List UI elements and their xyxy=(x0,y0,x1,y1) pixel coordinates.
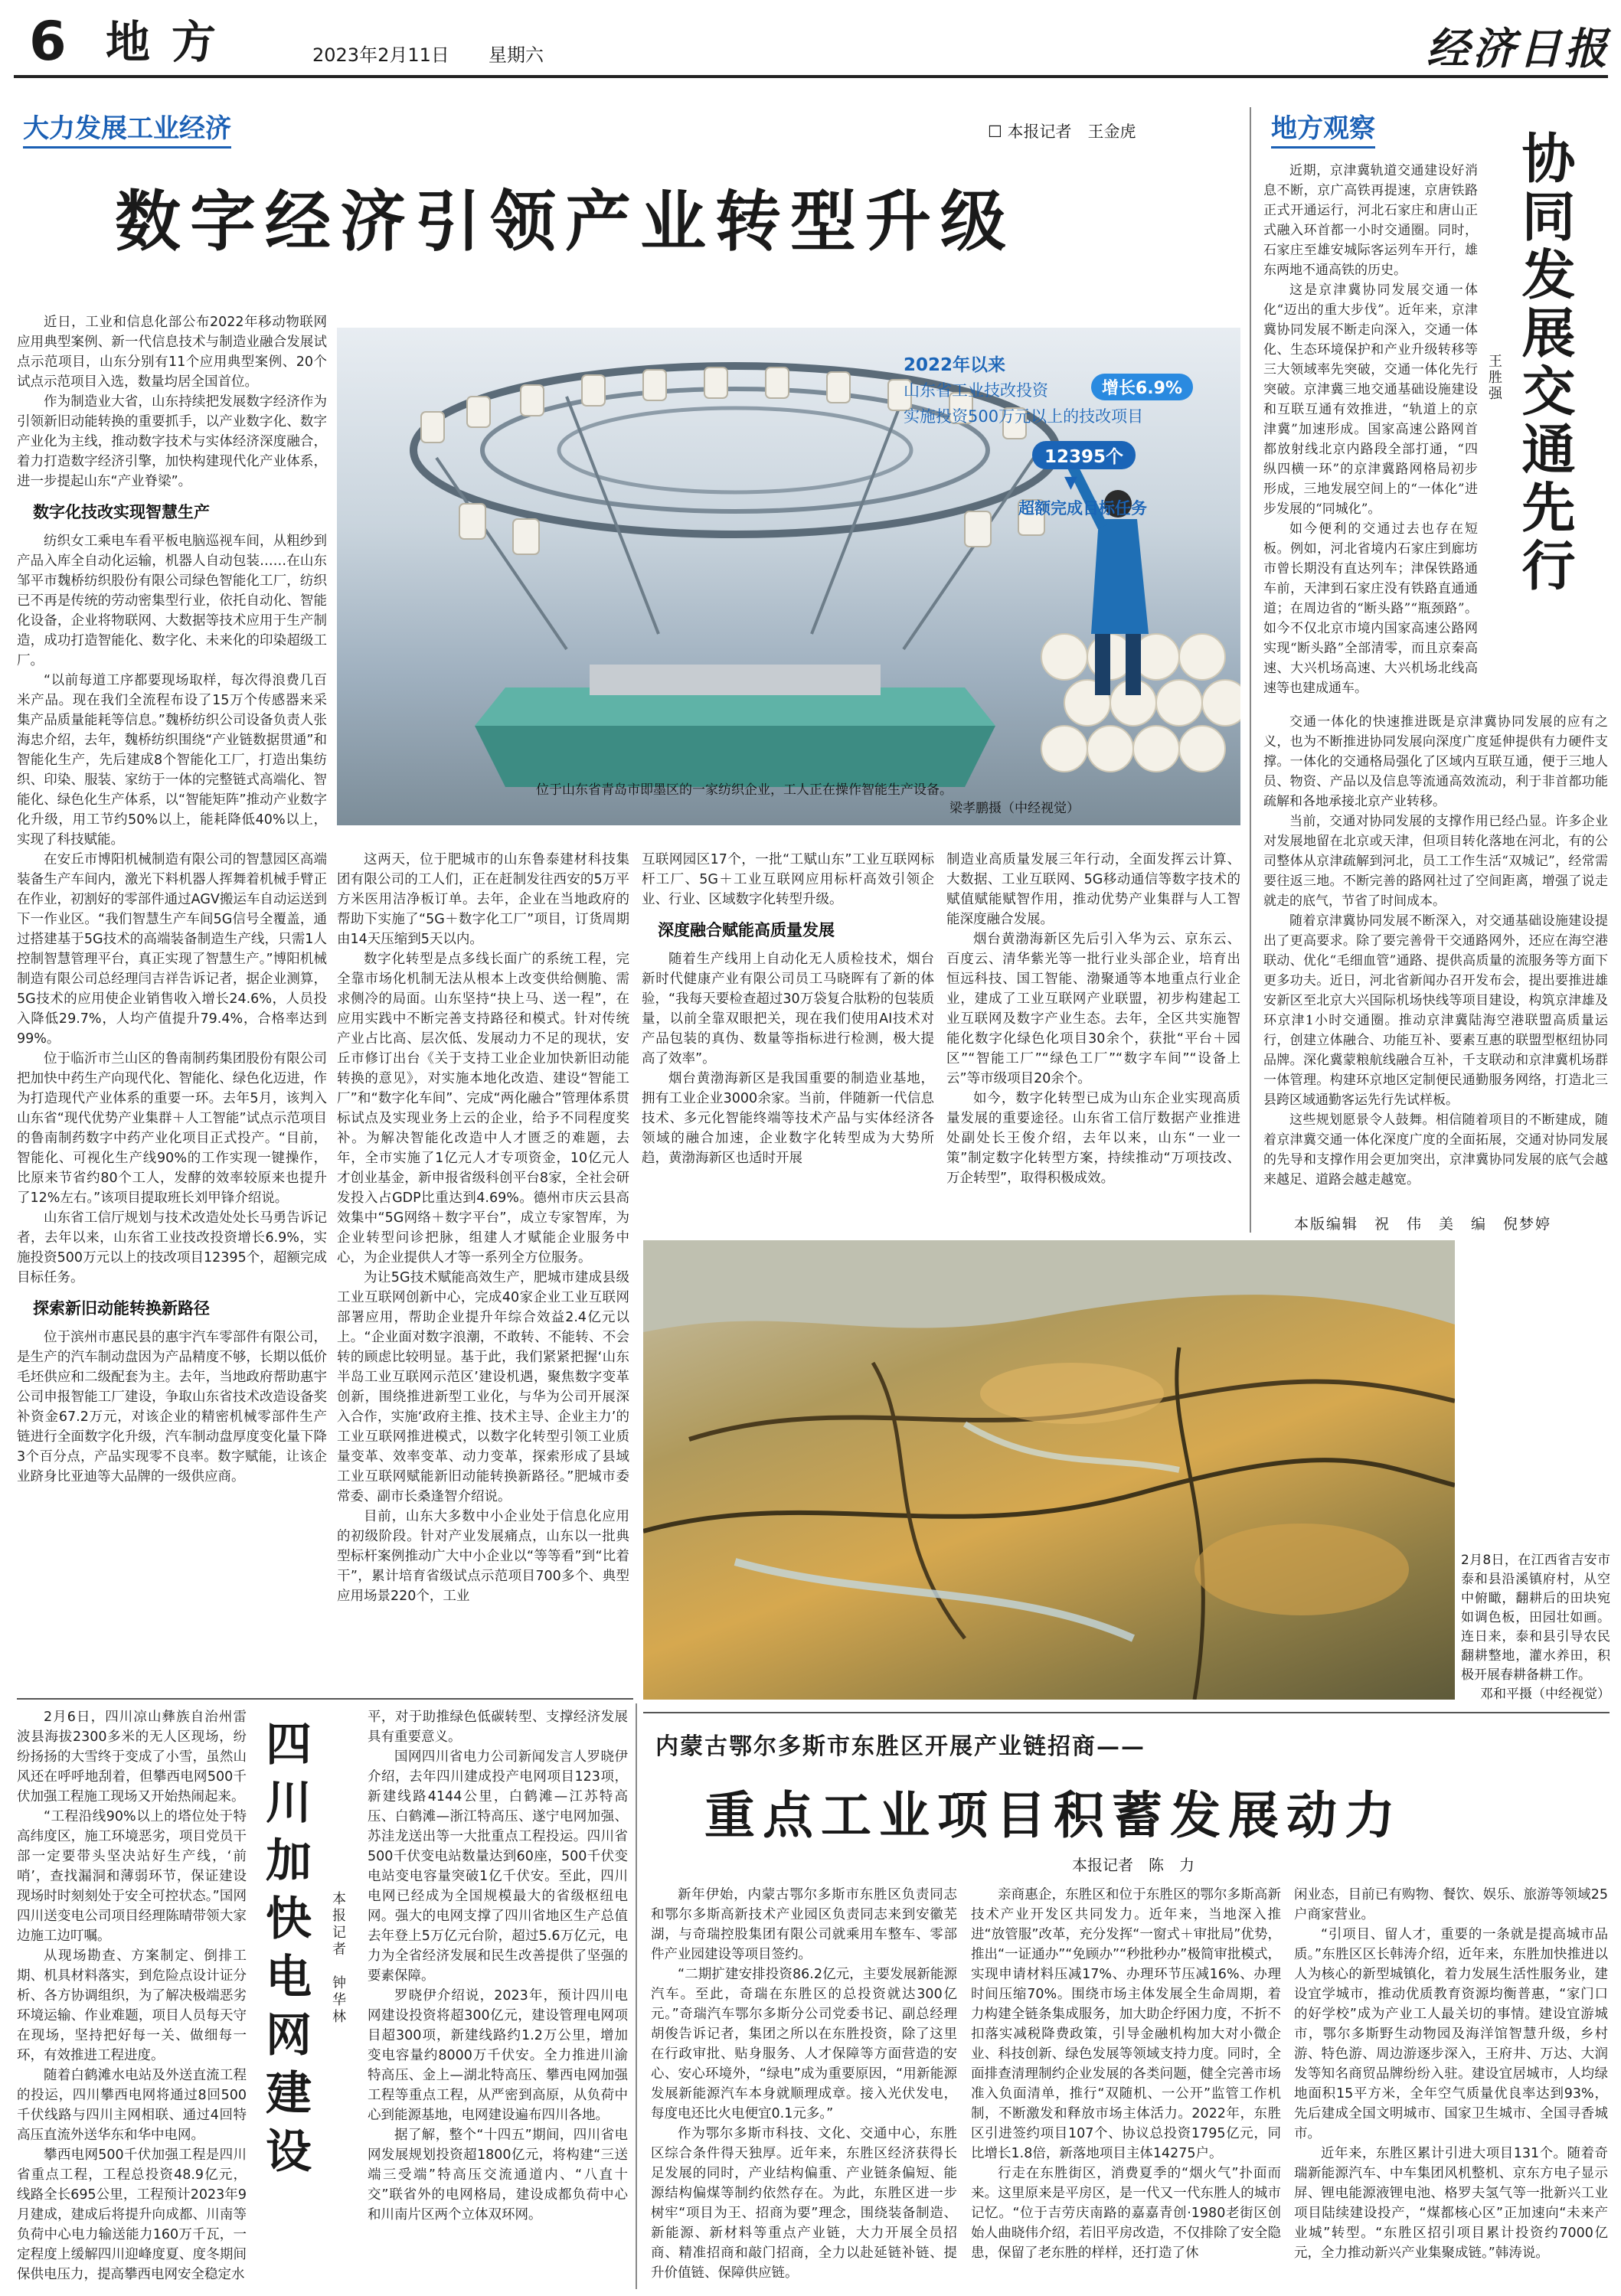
paragraph: 如今，数字化转型已成为山东企业实现高质量发展的重要途径。山东省工信厅数据产业推进处副处长王俊介绍，去年以来，山东“一业一策”制定数字化转型方案，持续推动“万项技改、万企转型”，取得积极成效。 xyxy=(946,1091,1240,1186)
headline-a3: 四川加快电网建设 xyxy=(258,1720,312,2185)
paragraph: 罗晓伊介绍说，2023年，预计四川电网建设投资将超300亿元，建设管理电网项目超300项，新建线路约1.2万公里，增加变电容量约8000万千伏安。全力推进川渝特高压、金上—湖北特高压、攀西电网加强工程等重点工程，从严密到高原，从负荷中心到能源基地，电网建设遍布四川各地。 xyxy=(368,1988,628,2123)
paragraph: 山东省工信厅规划与技术改造处处长马勇告诉记者，去年以来，山东省工业技改投资增长6.9%，实施投资500万元以上的技改项目12395个，超额完成目标任务。 xyxy=(17,1210,327,1285)
caption-credit: 邓和平摄（中经视觉） xyxy=(1480,1687,1610,1702)
a1-column-2 xyxy=(337,850,629,1692)
a1-column-3 xyxy=(642,850,934,1263)
a4-column-1 xyxy=(651,1885,957,2291)
paragraph: 近年来，东胜区累计引进大项目131个。随着奇瑞新能源汽车、中车集团风机整机、京东方电子显示屏、锂电能源液锂电池、格罗夫氢气等一批新兴工业项目陆续建设投产，“煤都核心区”正加速向“未来产业城”转型。“东胜区招引项目累计投资约7000亿元，全力推动新兴产业集聚成链。”韩涛说。 xyxy=(1294,2146,1608,2261)
paragraph: 这些规划愿景令人鼓舞。相信随着项目的不断建成，随着京津冀交通一体化深度广度的全面拓展，交通对协同发展的先导和支撑作用会更加突出，京津冀协同发展的底气会越来越足、道路会越走越宽。 xyxy=(1263,1112,1608,1187)
a1-column-4 xyxy=(946,850,1240,1263)
newspaper-masthead: 经济日报 xyxy=(1427,24,1610,74)
paragraph: 作为鄂尔多斯市科技、文化、交通中心，东胜区综合条件得天独厚。近年来，东胜区经济获得长足发展的同时，产业结构偏重、产业链条偏短、能源结构偏煤等制约依然存在。为此，东胜区进一步树牢“项目为王、招商为要”理念，围绕装备制造、新能源、新材料等重点产业链，大力开展全员招商、精准招商和敲门招商，全力以赴延链补链、提升价值链、保障供应链。 xyxy=(651,2126,957,2281)
subheading: 探索新旧动能转换新路径 xyxy=(33,1299,210,1318)
kicker-a4: 内蒙古鄂尔多斯市东胜区开展产业链招商—— xyxy=(655,1733,1145,1760)
subheading: 数字化技改实现智慧生产 xyxy=(33,503,210,521)
header-rule xyxy=(14,75,1608,78)
paragraph: 亲商惠企，东胜区和位于东胜区的鄂尔多斯高新技术产业开发区共同发力。近年来，当地深入推进“放管服”改革，充分发挥“一窗式＋审批局”优势，推出“一证通办”“免顾办”“秒批秒办”极简审批模式，实现申请材料压减17%、办理环节压减16%、办理时间压缩70%。围绕市场主体发展全生命周期，着力构建全链条集成服务，加大助企纾困力度，不折不扣落实减税降费政策，引导金融机构加大对小微企业、科技创新、绿色发展等领域支持力度。同时，全面排查清理制约企业发展的各类问题，健全完善市场准入负面清单，推行“双随机、一公开”监管工作机制，不断激发和释放市场主体活力。2022年，东胜区引进签约项目107个、协议总投资1795亿元，同比增长1.8倍，新落地项目主体14275户。 xyxy=(971,1887,1281,2161)
caption-text: 位于山东省青岛市即墨区的一家纺织企业，工人正在操作智能生产设备。 xyxy=(536,782,953,798)
paragraph: 烟台黄渤海新区先后引入华为云、京东云、百度云、清华紫光等一批行业头部企业，培育出恒远科技、国工智能、渤聚通等本地重点行业企业，建成了工业互联网产业联盟，初步构建起工业互联网及数字产业生态。去年，全区共实施智能化数字化绿色化项目30余个，获批“平台＋园区”“智能工厂”“绿色工厂”“数字车间”“设备上云”等市级项目20余个。 xyxy=(946,932,1240,1086)
byline-box-icon: ☐ xyxy=(988,122,1008,141)
info-year-line: 2022年以来 xyxy=(904,355,1006,375)
paragraph: 当前，交通对协同发展的支撑作用已经凸显。许多企业对发展地留在北京或天津，但项目转化落地在河北，有的公司整体从京津疏解到河北，员工工作生活“双城记”，经常需要往返三地。不断完善的路网社过了空间距离，增强了说走就走的底气，节省了时间成本。 xyxy=(1263,814,1608,909)
paragraph: “引项目、留人才，重要的一条就是提高城市品质。”东胜区区长韩涛介绍，近年来，东胜加快推进以人为核心的新型城镇化，着力发展生活性服务业，建设宜学城市，推动优质教育资源均衡普惠，“家门口的好学校”成为产业工人最关切的事情。建设宜游城市，鄂尔多斯野生动物园及海洋馆智慧升级，乡村游、特色游、周边游逐步深入，王府井、万达、大润发等知名商贸品牌纷纷入驻。建设宜居城市，人均绿地面积15平方米，全年空气质量优良率达到93%，先后建成全国文明城市、国家卫生城市、全国寻香城市。 xyxy=(1294,1927,1608,2141)
column-tag-label: 大力发展工业经济 xyxy=(23,113,231,144)
column-tag-industry xyxy=(23,107,231,149)
info-target-line: 超额完成目标任务 xyxy=(1018,499,1147,518)
paragraph: 平，对于助推绿色低碳转型、支撑经济发展具有重要意义。 xyxy=(368,1710,628,1745)
paragraph: 行走在东胜街区，消费夏季的“烟火气”扑面而来。这里原来是平房区，是一代又一代东胜人的城市记忆。“位于吉劳庆南路的嘉嘉青创·1980老街区创始人曲晓伟介绍，若旧平房改造，不仅排除了安全隐患，保留了老东胜的样样，还打造了休 xyxy=(971,2166,1281,2261)
paragraph: 近期，京津冀轨道交通建设好消息不断，京广高铁再提速，京唐铁路正式开通运行，河北石家庄和唐山正式融入环首都一小时交通圈。同时，石家庄至雄安城际客运列车开行，雄东两地不通高铁的历史。 xyxy=(1263,163,1478,278)
info-investment-line: 山东省工业技改投资 xyxy=(904,381,1048,400)
paragraph: 据了解，整个“十四五”期间，四川省电网发展规划投资超1800亿元，将构建“三送端三受端”特高压交流通道内、“八直十交”联省外的电网格局，建设成都负荷中心和川南片区两个立体双环网。 xyxy=(368,2128,628,2223)
paragraph: 如今便利的交通过去也存在短板。例如，河北省境内石家庄到廊坊市曾长期没有直达列车；津保铁路通车前，天津到石家庄没有铁路直通通道；在周边省的“断头路”“瓶颈路”。如今不仅北京市境内国家高速公路网实现“断头路”全部清零，而且京秦高速、大兴机场高速、大兴机场北线高速等也建成通车。 xyxy=(1263,521,1478,696)
paragraph: 2月6日，四川凉山彝族自治州雷波县海拔2300多米的无人区现场，纷纷扬扬的大雪终于变成了小雪，虽然山风还在呼呼地刮着，但攀西电网500千伏加强工程施工现场又开始热闹起来。 xyxy=(17,1710,247,1804)
author-a2: 王胜强 xyxy=(1486,354,1502,402)
paragraph: 在安丘市博阳机械制造有限公司的智慧园区高端装备生产车间内，激光下料机器人挥舞着机械手臂正在作业，初割好的零部件通过AGV搬运车自动运送到下一作业区。“我们智慧生产车间5G信号全覆盖，通过搭建基于5G技术的高端装备制造生产线，只需1人控制智慧管理平台，真正实现了智慧生产。”博阳机械制造有限公司总经理闫吉祥告诉记者，据企业测算，5G技术的应用使企业销售收入增长24.6%，人员投入降低29.7%，人均产值提升79.4%，合格率达到99%。 xyxy=(17,852,327,1047)
section-name: 地方 xyxy=(106,16,238,68)
caption-text: 2月8日，在江西省吉安市泰和县沿溪镇府村，从空中俯瞰，翻耕后的田块宛如调色板，田园壮如画。连日来，泰和县引导农民翻耕整地，灌水养田，积极开展春耕备耕工作。 xyxy=(1461,1553,1610,1683)
paragraph: 作为制造业大省，山东持续把发展数字经济作为引领新旧动能转换的重要抓手，以产业数字化、数字产业化为主线，推动数字技术与实体经济深度融合，着力打造数字经济引擎，加快构建现代化产业体系，进一步提起山东“产业脊梁”。 xyxy=(17,394,327,489)
paragraph: 交通一体化的快速推进既是京津冀协同发展的应有之义，也为不断推进协同发展向深度广度延伸提供有力硬件支撑。一体化的交通格局强化了区域内互联互通，便于三地人员、物资、产品以及信息等流通高效流动，利于非首都功能疏解和各地承接北京产业转移。 xyxy=(1263,714,1608,809)
info-arrow-icon: ▼ xyxy=(1064,473,1077,492)
paragraph: 近日，工业和信息化部公布2022年移动物联网应用典型案例、新一代信息技术与制造业融合发展试点示范项目，山东分别有11个应用典型案例、20个试点示范项目入选，数量均居全国首位。 xyxy=(17,315,327,390)
a2-column-top xyxy=(1263,161,1478,704)
paragraph: “以前每道工序都要现场取样，每次得浪费几百米产品。现在我们全流程布设了15万个传感器来采集产品质量能耗等信息。”魏桥纺织公司设备负责人张海忠介绍，去年，魏桥纺织围绕“产业链数据贯通”和智能化生产，先后建成8个智能化工厂，打造出集纺织、印染、服装、家纺于一体的完整链式高端化、智能化、绿色化生产体系，以“智能矩阵”推动产业数字化升级，用工节约50%以上，能耗降低40%以上，实现了科技赋能。 xyxy=(17,673,327,848)
byline-a1 xyxy=(988,119,1136,142)
paragraph: 位于临沂市兰山区的鲁南制药集团股份有限公司把加快中药生产向现代化、智能化、绿色化迈进，作为打造现代产业体系的重要一环。去年5月，该判入山东省“现代优势产业集群＋人工智能”试点示范项目的鲁南制药数字中药产业化项目正式投产。“目前，智能化、可视化生产线90%的工作实现一键操作，比原来节省约80个工人，发酵的效率较原来也提升了12%左右。”该项目提取班长刘甲锋介绍说。 xyxy=(17,1051,327,1206)
paragraph: 互联网园区17个，一批“工赋山东”工业互联网标杆工厂、5G＋工业互联网应用标杆高效引领企业、行业、区域数字化转型升级。 xyxy=(642,852,934,907)
a4-column-2 xyxy=(971,1885,1281,2291)
a4-column-3 xyxy=(1294,1885,1608,2291)
headline-a4: 重点工业项目积蓄发展动力 xyxy=(704,1785,1403,1845)
byline-a3: 本报记者 钟华林 xyxy=(330,1891,346,2026)
a2-column-bottom xyxy=(1263,712,1608,1202)
paragraph: 随着生产线用上自动化无人质检技术，烟台新时代健康产业有限公司员工马晓晖有了新的体验，“我每天要检查超过30万袋复合肽粉的包装质量，以前全靠双眼把关，现在我们使用AI技术对产品包装的真伪、数量等指标进行检测，极大提高了效率”。 xyxy=(642,952,934,1066)
info-growth-badge: 增长6.9% xyxy=(1091,374,1193,400)
paragraph: 国网四川省电力公司新闻发言人罗晓伊介绍，去年四川建成投产电网项目123项，新建线路4144公里，白鹤滩—江苏特高压、白鹤滩—浙江特高压、遂宁电网加强、苏洼龙送出等一大批重点工程投运。四川省500千伏变电站数量达到60座，500千伏变电站变电容量突破1亿千伏安。至此，四川电网已经成为全国规模最大的省级枢纽电网。强大的电网支撑了四川省地区生产总值去年登上5万亿元台阶，超过5.6万亿元，电力为全省经济发展和民生改善提供了坚强的要素保障。 xyxy=(368,1749,628,1984)
paragraph: 制造业高质量发展三年行动，全面发挥云计算、大数据、工业互联网、5G移动通信等数字技术的赋值赋能赋智作用，推动优势产业集群与人工智能深度融合发展。 xyxy=(946,852,1240,927)
field-photo xyxy=(643,1240,1455,1700)
headline-a2: 协同发展交通先行 xyxy=(1513,130,1576,596)
investment-infographic xyxy=(904,351,1233,542)
a3-column-1 xyxy=(17,1707,247,2289)
paragraph: 烟台黄渤海新区是我国重要的制造业基地，拥有工业企业3000余家。当前，伴随新一代信息技术、多元化智能终端等技术产品与实体经济各领域的融合加速，企业数字化转型成为大势所趋，黄渤海新区也适时开展 xyxy=(642,1071,934,1166)
vertical-divider-bottom xyxy=(636,1703,637,2289)
paragraph: 目前，山东大多数中小企业处于信息化应用的初级阶段。针对产业发展痛点，山东以一批典型标杆案例推动广大中小企业以“等等看”到“比着干”，累计培育省级试点示范项目700多个、典型应用场景220个，工业 xyxy=(337,1509,629,1604)
paragraph: 这是京津冀协同发展交通一体化“迈出的重大步伐”。近年来，京津冀协同发展不断走向深入，交通一体化、生态环境保护和产业升级转移等三大领域率先突破，交通一体化先行突破。京津冀三地交通基础设施建设和互联互通有效推进，“轨道上的京津冀”加速形成。国家高速公路网首都放射线北京内路段全部打通，“四纵四横一环”的京津冀路网格局初步形成，三地发展空间上的“一体化”进步发展的“同城化”。 xyxy=(1263,283,1478,517)
column-tag-local xyxy=(1271,107,1375,149)
paragraph: 从现场勘查、方案制定、倒排工期、机具材料落实，到危险点设计证分析、各方协调组织，为了解决极端恶劣环境运输、作业难题，项目人员每天守在现场，坚持把好每一关、做细每一环，有效推进工程进度。 xyxy=(17,1948,247,2063)
info-project-count: 12395个 xyxy=(1032,441,1136,469)
a3-column-2 xyxy=(368,1707,628,2289)
editors-credit: 本版编辑 祝 伟 美 编 倪梦婷 xyxy=(1294,1216,1552,1233)
field-pattern-illustration xyxy=(643,1240,1455,1700)
photo-caption xyxy=(536,781,1225,818)
paragraph: 这两天，位于肥城市的山东鲁泰建材科技集团有限公司的工人们，正在赶制发往西安的5万平方米医用洁净板订单。去年，企业在当地政府的帮助下实施了“5G＋数字化工厂”项目，订货周期由14天压缩到5天以内。 xyxy=(337,852,629,947)
field-photo-caption xyxy=(1461,1551,1610,1704)
byline-text: 本报记者 王金虎 xyxy=(1007,122,1136,141)
column-tag-label: 地方观察 xyxy=(1271,113,1375,144)
paragraph: “工程沿线90%以上的塔位处于特高纬度区，施工环境恶劣，项目党员干部一定要带头坚决站好生产线，‘前哨’，查找漏洞和薄弱环节，保证建设现场时时刻刻处于安全可控状态。”国网四川送变电公司项目经理陈晴带领大家边施工边叮嘱。 xyxy=(17,1809,247,1944)
right-divider xyxy=(1250,107,1251,1233)
issue-date: 2023年2月11日 xyxy=(312,44,449,66)
page-header xyxy=(14,11,1610,73)
paragraph: 位于滨州市惠民县的惠宇汽车零部件有限公司，是生产的汽车制动盘因为产品精度不够，长期以低价毛坯供应和二级配套为主。去年，当地政府帮助惠宇公司申报智能工厂建设，争取山东省技术改造设备奖补资金67.2万元，对该企业的精密机械零部件生产链进行全面数字化升级，汽车制动盘厚度变化量下降3个百分点，产品实现零不良率。数字赋能，让该企业跻身比亚迪等大品牌的一级供应商。 xyxy=(17,1330,327,1484)
bottom-section-rule-right xyxy=(643,1712,1610,1713)
paragraph: 新年伊始，内蒙古鄂尔多斯市东胜区负责同志和鄂尔多斯高新技术产业园区负责同志来到安徽芜湖，与奇瑞控股集团有限公司就乘用车整车、零部件产业园建设等项目签约。 xyxy=(651,1887,957,1962)
page-number: 6 xyxy=(29,10,67,73)
paragraph: 为让5G技术赋能高效生产，肥城市建成县级工业互联网创新中心，完成40家企业工业互联网部署应用，帮助企业提升年综合效益2.4亿元以上。“企业面对数字浪潮，不敢转、不能转、不会转的顾虑比较明显。基于此，我们紧紧把握‘山东半岛工业互联网示范区’建设机遇，聚焦数字变革创新，围绕推进新型工业化，与华为公司开展深入合作，实施‘政府主推、技术主导、企业主力’的工业互联网推进模式，以数字化转型引领工业质量变革、效率变革、动力变革，探索形成了县域工业互联网赋能新旧动能转换新路径。”肥城市委常委、副市长桑逢智介绍说。 xyxy=(337,1270,629,1504)
paragraph: “二期扩建安排投资86.2亿元，主要发展新能源汽车。至此，奇瑞在东胜区的总投资就达300亿元。”奇瑞汽车鄂尔多斯分公司党委书记、副总经理胡俊告诉记者，集团之所以在东胜投资，除了这里在行政审批、贴身服务、人才保障等方面营造的安心、安心环境外，“绿电”成为重要原因，“用新能源发展新能源汽车本身就顺理成章。接入光伏发电，每度电还比火电便宜0.1元多。” xyxy=(651,1967,957,2121)
subheading: 深度融合赋能高质量发展 xyxy=(658,921,835,939)
paragraph: 随着白鹤滩水电站及外送直流工程的投运，四川攀西电网将通过8回500千伏线路与四川主网相联、通过4回特高压直流外送华东和华中电网。 xyxy=(17,2068,247,2143)
paragraph: 闲业态，目前已有购物、餐饮、娱乐、旅游等领域25户商家营业。 xyxy=(1294,1887,1608,1922)
paragraph: 攀西电网500千伏加强工程是四川省重点工程，工程总投资48.9亿元，线路全长695公里，工程预计2023年9月建成，建成后将提升向成都、川南等负荷中心电力输送能力160万千瓦，一定程度上缓解四川迎峰度夏、度冬期间保供电压力，提高攀西电网安全稳定水 xyxy=(17,2147,247,2282)
bottom-section-rule xyxy=(17,1698,633,1700)
caption-credit: 梁孝鹏摄（中经视觉） xyxy=(949,801,1080,816)
headline-a1: 数字经济引领产业转型升级 xyxy=(115,184,1015,260)
byline-a4: 本报记者 陈 力 xyxy=(1072,1856,1195,1874)
issue-weekday: 星期六 xyxy=(489,44,544,66)
paragraph: 随着京津冀协同发展不断深入，对交通基础设施建设提出了更高要求。除了要完善骨干交通路网外，还应在海空港联动、优化“毛细血管”通路、提供高质量的流服务等方面下更多功夫。近日，河北省新闻办召开发布会，提出要推进雄安新区至北京大兴国际机场快线等项目建设，构筑京津雄及环京津1小时交通圈。推动京津冀陆海空港联盟高质量运行，创建立体融合、功能互补、要素互惠的联盟型枢纽协同品牌。深化冀蒙粮航线融合互补，千支联动和京津冀机场群一体管理。构建环京地区定制便民通勤服务网络，打造北三县跨区域通勤客运先行先试样板。 xyxy=(1263,913,1608,1108)
paragraph: 数字化转型是点多线长面广的系统工程，完全靠市场化机制无法从根本上改变供给侧脆、需求侧冷的局面。山东坚持“抉上马、送一程”，在应用实践中不断完善支持路径和模式。针对传统产业占比高、层次低、发展动力不足的现状，安丘市修订出台《关于支持工业企业加快新旧动能转换的意见》，对实施本地化改造、建设“智能工厂”和“数字化车间”、完成“两化融合”管理体系贯标试点及实现业务上云的企业，给予不同程度奖补。为解决智能化改造中人才匮乏的难题，去年，全市实施了1亿元人才专项资金，10亿元人才创业基金，新申报省级科创平台8家，全社会研发投入占GDP比重达到4.69%。德州市庆云县高效集中“5G网络＋数字平台”，成立专家智库，为企业转型问诊把脉，组建人才赋能企业服务中心，为企业提供人才等一系列全方位服务。 xyxy=(337,952,629,1266)
paragraph: 纺织女工乘电车看平板电脑巡视车间，从粗纱到产品入库全自动化运输，机器人自动包装……在山东邹平市魏桥纺织股份有限公司绿色智能化工厂，纺织已不再是传统的劳动密集型行业，依托自动化、智能化设备，企业将物联网、大数据等技术应用于生产制造，成功打造智能化、数字化、未来化的印染超级工厂。 xyxy=(17,534,327,668)
info-projects-line: 实施投资500万元以上的技改项目 xyxy=(904,407,1144,426)
factory-photo xyxy=(337,328,1240,825)
